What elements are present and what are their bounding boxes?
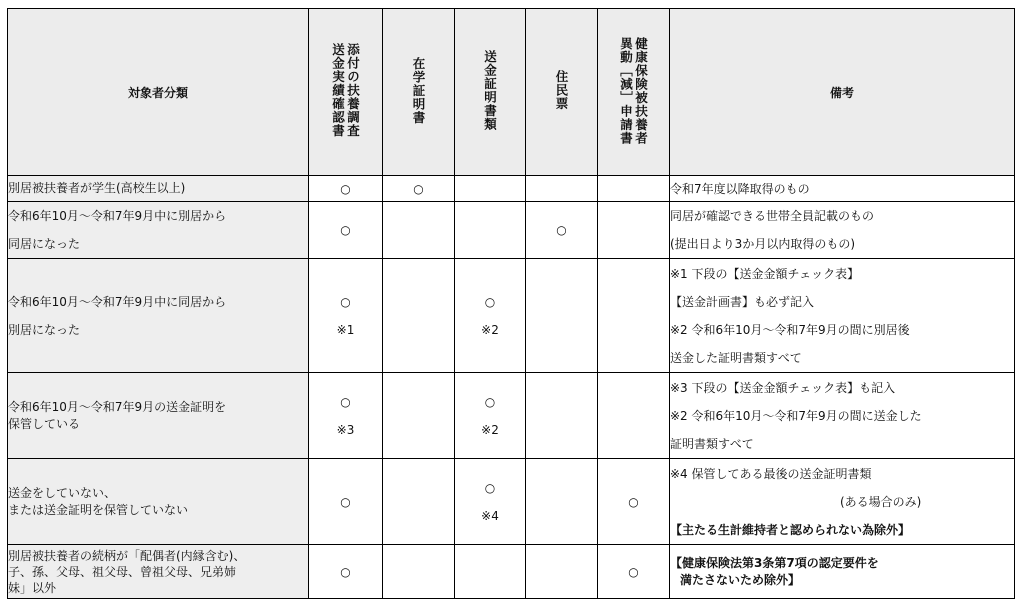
mark-cell [526,202,598,259]
remark-line: ※1 下段の【送金金額チェック表】 [670,266,860,281]
mark-cell [309,459,383,545]
remarks-cell [670,459,1015,545]
header-zaigaku [383,9,455,176]
note-ref: ※2 [481,322,499,337]
mark: ○ [340,394,351,409]
category-line: 令和6年10月～令和7年9月中に同居から [8,294,227,309]
mark: ○ [413,181,424,196]
note-ref: ※2 [481,422,499,437]
header-col4-text: 住民票 [554,70,569,111]
note-ref: ※4 [481,508,499,523]
mark: ○ [628,494,639,509]
mark-cell [455,259,526,373]
mark: ○ [340,223,351,237]
category-line: 送金をしていない、 [8,485,117,500]
category-line: 妹」以外 [8,580,57,595]
table-row [8,176,1015,202]
mark: ○ [340,294,351,309]
category-line: 保管している [8,416,81,431]
header-soukin [455,9,526,176]
table-row [8,259,1015,373]
row-category [8,459,309,545]
mark-cell [598,545,670,599]
header-ido-shinsei [598,9,670,176]
remark-line: 【主たる生計維持者と認められない為除外】 [670,522,911,537]
header-category: 対象者分類 [8,9,309,176]
mark-cell [455,373,526,459]
mark-cell [383,373,455,459]
remark-line: ※2 令和6年10月～令和7年9月の間に送金した [670,408,922,423]
mark-cell [455,459,526,545]
mark-cell [455,202,526,259]
header-fuyou-chousa [309,9,383,176]
remark-line: 送金した証明書類すべて [670,350,802,365]
remark-line: ※4 保管してある最後の送金証明書類 [670,466,872,481]
header-col5-line-b: 異動［減］申請書 [618,36,634,145]
category-line: 子、孫、父母、祖父母、曾祖父母、兄弟姉 [8,564,237,579]
remark-line: 【送金計画書】も必ず記入 [670,294,815,309]
mark: ○ [556,223,567,237]
mark: ○ [340,494,351,509]
mark-cell [383,545,455,599]
mark-cell [526,373,598,459]
mark-cell [598,176,670,202]
mark-cell [526,459,598,545]
mark-cell [455,176,526,202]
category-line: 令和6年10月～令和7年9月の送金証明を [8,399,227,414]
table-row [8,545,1015,599]
mark: ○ [484,480,496,495]
remarks-cell [670,373,1015,459]
requirements-table [7,8,1015,599]
row-category [8,202,309,259]
note-ref: ※3 [336,422,355,437]
remark-line: ※2 令和6年10月～令和7年9月の間に別居後 [670,322,910,337]
mark-cell [309,373,383,459]
header-col2-text: 在学証明書 [411,56,426,125]
category-line: 別居被扶養者の続柄が「配偶者(内縁含む)、 [8,548,246,563]
row-category [8,373,309,459]
header-col3-text: 送金証明書類 [482,50,498,131]
category-line: または送金証明を保管していない [8,502,189,517]
remark-line: 同居が確認できる世帯全員記載のもの [670,209,875,223]
category-line: 同居になった [8,237,81,251]
mark-cell [383,259,455,373]
mark-cell [526,545,598,599]
header-col1-line-a: 添付の扶養調査 [345,43,361,138]
mark-cell [455,545,526,599]
remarks-cell [670,259,1015,373]
mark-cell [309,545,383,599]
remark-line: 【健康保険法第3条第7項の認定要件を [670,555,879,570]
row-category [8,176,309,202]
mark: ○ [340,564,351,579]
row-category [8,259,309,373]
remarks-cell [670,176,1015,202]
mark-cell [383,459,455,545]
mark-cell [309,176,383,202]
remark-line: (提出日より3か月以内取得のもの) [670,237,855,251]
remark-line: (ある場合のみ) [840,494,922,509]
mark-cell [526,259,598,373]
category-line: 別居被扶養者が学生(高校生以上) [8,181,186,195]
remark-line: 証明書類すべて [670,436,754,451]
remark-line: ※3 下段の【送金金額チェック表】も記入 [670,380,896,395]
remark-line: 令和7年度以降取得のもの [670,182,810,196]
mark-cell [526,176,598,202]
mark: ○ [484,394,496,409]
category-line: 別居になった [8,322,81,337]
mark-cell [598,259,670,373]
mark: ○ [484,294,496,309]
mark-cell [598,459,670,545]
mark: ○ [340,181,351,196]
header-col1-line-b: 送金実績確認書 [330,43,346,138]
table-row [8,373,1015,459]
note-ref: ※1 [336,322,355,337]
mark-cell [598,373,670,459]
mark-cell [383,176,455,202]
category-line: 令和6年10月～令和7年9月中に別居から [8,209,227,223]
remarks-cell [670,545,1015,599]
table-row [8,202,1015,259]
mark: ○ [628,564,639,579]
row-category [8,545,309,599]
remark-line: 満たさないため除外】 [680,572,801,587]
header-row [8,9,1015,176]
remarks-cell [670,202,1015,259]
mark-cell [598,202,670,259]
mark-cell [383,202,455,259]
header-col5-line-a: 健康保険被扶養者 [633,36,649,145]
mark-cell [309,202,383,259]
mark-cell [309,259,383,373]
header-remarks: 備考 [670,9,1015,176]
table-row [8,459,1015,545]
header-juminhyo [526,9,598,176]
